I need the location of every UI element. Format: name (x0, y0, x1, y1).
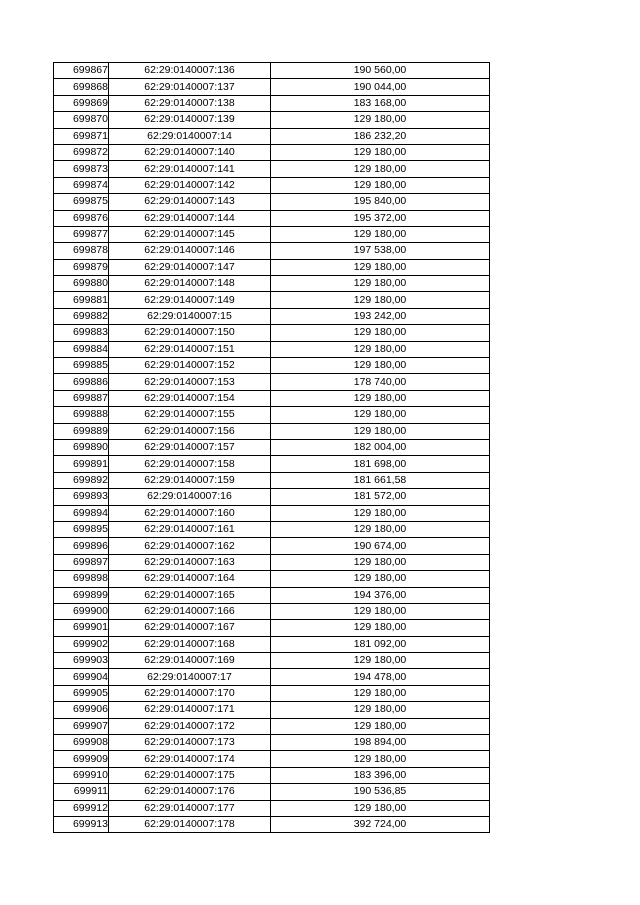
value-cell: 183 396,00 (271, 767, 490, 783)
table-row (54, 95, 490, 111)
table-row (54, 472, 490, 488)
cadastral-number-cell: 62:29:0140007:158 (109, 456, 271, 472)
value-cell: 392 724,00 (271, 816, 490, 832)
table-row (54, 489, 490, 505)
value-cell: 129 180,00 (271, 112, 490, 128)
cadastral-number-cell: 62:29:0140007:15 (109, 308, 271, 324)
table-row (54, 554, 490, 570)
row-id-cell: 699876 (54, 210, 109, 226)
table-row (54, 292, 490, 308)
value-cell: 129 180,00 (271, 505, 490, 521)
value-cell: 129 180,00 (271, 358, 490, 374)
table-row (54, 685, 490, 701)
value-cell: 129 180,00 (271, 653, 490, 669)
value-cell: 129 180,00 (271, 718, 490, 734)
cadastral-number-cell: 62:29:0140007:171 (109, 702, 271, 718)
table-body (54, 63, 490, 833)
row-id-cell: 699893 (54, 489, 109, 505)
table-row (54, 636, 490, 652)
value-cell: 197 538,00 (271, 243, 490, 259)
value-cell: 129 180,00 (271, 259, 490, 275)
cadastral-number-cell: 62:29:0140007:168 (109, 636, 271, 652)
table-row (54, 751, 490, 767)
row-id-cell: 699906 (54, 702, 109, 718)
cadastral-number-cell: 62:29:0140007:163 (109, 554, 271, 570)
row-id-cell: 699867 (54, 63, 109, 79)
row-id-cell: 699909 (54, 751, 109, 767)
value-cell: 195 372,00 (271, 210, 490, 226)
cadastral-number-cell: 62:29:0140007:140 (109, 144, 271, 160)
table-row (54, 177, 490, 193)
table-row (54, 603, 490, 619)
cadastral-number-cell: 62:29:0140007:161 (109, 521, 271, 537)
cadastral-number-cell: 62:29:0140007:139 (109, 112, 271, 128)
table-row (54, 243, 490, 259)
value-cell: 129 180,00 (271, 521, 490, 537)
cadastral-number-cell: 62:29:0140007:166 (109, 603, 271, 619)
cadastral-number-cell: 62:29:0140007:177 (109, 800, 271, 816)
table-row (54, 144, 490, 160)
table-row (54, 620, 490, 636)
value-cell: 190 044,00 (271, 79, 490, 95)
value-cell: 129 180,00 (271, 226, 490, 242)
table-row (54, 505, 490, 521)
cadastral-number-cell: 62:29:0140007:16 (109, 489, 271, 505)
value-cell: 129 180,00 (271, 276, 490, 292)
cadastral-number-cell: 62:29:0140007:142 (109, 177, 271, 193)
value-cell: 129 180,00 (271, 341, 490, 357)
cadastral-number-cell: 62:29:0140007:174 (109, 751, 271, 767)
table-row (54, 63, 490, 79)
row-id-cell: 699890 (54, 439, 109, 455)
value-cell: 190 536,85 (271, 784, 490, 800)
row-id-cell: 699908 (54, 735, 109, 751)
row-id-cell: 699869 (54, 95, 109, 111)
table-row (54, 79, 490, 95)
row-id-cell: 699870 (54, 112, 109, 128)
value-cell: 129 180,00 (271, 800, 490, 816)
cadastral-number-cell: 62:29:0140007:145 (109, 226, 271, 242)
row-id-cell: 699898 (54, 571, 109, 587)
row-id-cell: 699878 (54, 243, 109, 259)
table-row (54, 653, 490, 669)
cadastral-number-cell: 62:29:0140007:17 (109, 669, 271, 685)
cadastral-number-cell: 62:29:0140007:172 (109, 718, 271, 734)
value-cell: 129 180,00 (271, 702, 490, 718)
table-row (54, 587, 490, 603)
cadastral-number-cell: 62:29:0140007:144 (109, 210, 271, 226)
value-cell: 195 840,00 (271, 194, 490, 210)
row-id-cell: 699894 (54, 505, 109, 521)
cadastral-number-cell: 62:29:0140007:152 (109, 358, 271, 374)
table-row (54, 784, 490, 800)
row-id-cell: 699889 (54, 423, 109, 439)
row-id-cell: 699907 (54, 718, 109, 734)
cadastral-number-cell: 62:29:0140007:157 (109, 439, 271, 455)
row-id-cell: 699874 (54, 177, 109, 193)
value-cell: 129 180,00 (271, 620, 490, 636)
value-cell: 129 180,00 (271, 685, 490, 701)
table-row (54, 374, 490, 390)
row-id-cell: 699868 (54, 79, 109, 95)
value-cell: 181 698,00 (271, 456, 490, 472)
cadastral-number-cell: 62:29:0140007:155 (109, 407, 271, 423)
row-id-cell: 699888 (54, 407, 109, 423)
cadastral-number-cell: 62:29:0140007:169 (109, 653, 271, 669)
value-cell: 129 180,00 (271, 407, 490, 423)
value-cell: 129 180,00 (271, 603, 490, 619)
value-cell: 198 894,00 (271, 735, 490, 751)
row-id-cell: 699905 (54, 685, 109, 701)
row-id-cell: 699887 (54, 390, 109, 406)
cadastral-number-cell: 62:29:0140007:148 (109, 276, 271, 292)
row-id-cell: 699891 (54, 456, 109, 472)
table-row (54, 521, 490, 537)
table-row (54, 112, 490, 128)
value-cell: 129 180,00 (271, 751, 490, 767)
cadastral-number-cell: 62:29:0140007:178 (109, 816, 271, 832)
row-id-cell: 699903 (54, 653, 109, 669)
table-row (54, 669, 490, 685)
cadastral-number-cell: 62:29:0140007:14 (109, 128, 271, 144)
table-row (54, 439, 490, 455)
table-row (54, 194, 490, 210)
row-id-cell: 699871 (54, 128, 109, 144)
cadastral-number-cell: 62:29:0140007:170 (109, 685, 271, 701)
cadastral-number-cell: 62:29:0140007:137 (109, 79, 271, 95)
row-id-cell: 699875 (54, 194, 109, 210)
data-table (53, 62, 490, 833)
row-id-cell: 699886 (54, 374, 109, 390)
row-id-cell: 699879 (54, 259, 109, 275)
row-id-cell: 699872 (54, 144, 109, 160)
value-cell: 129 180,00 (271, 325, 490, 341)
table-row (54, 128, 490, 144)
value-cell: 129 180,00 (271, 554, 490, 570)
row-id-cell: 699913 (54, 816, 109, 832)
row-id-cell: 699910 (54, 767, 109, 783)
value-cell: 190 560,00 (271, 63, 490, 79)
cadastral-number-cell: 62:29:0140007:149 (109, 292, 271, 308)
value-cell: 181 572,00 (271, 489, 490, 505)
value-cell: 193 242,00 (271, 308, 490, 324)
row-id-cell: 699897 (54, 554, 109, 570)
value-cell: 129 180,00 (271, 571, 490, 587)
row-id-cell: 699883 (54, 325, 109, 341)
cadastral-number-cell: 62:29:0140007:138 (109, 95, 271, 111)
cadastral-number-cell: 62:29:0140007:165 (109, 587, 271, 603)
value-cell: 129 180,00 (271, 144, 490, 160)
row-id-cell: 699885 (54, 358, 109, 374)
table-row (54, 259, 490, 275)
row-id-cell: 699884 (54, 341, 109, 357)
row-id-cell: 699899 (54, 587, 109, 603)
table-row (54, 308, 490, 324)
table-row (54, 276, 490, 292)
cadastral-number-cell: 62:29:0140007:146 (109, 243, 271, 259)
value-cell: 186 232,20 (271, 128, 490, 144)
cadastral-number-cell: 62:29:0140007:164 (109, 571, 271, 587)
value-cell: 183 168,00 (271, 95, 490, 111)
table-row (54, 407, 490, 423)
row-id-cell: 699902 (54, 636, 109, 652)
value-cell: 182 004,00 (271, 439, 490, 455)
table-row (54, 800, 490, 816)
value-cell: 181 092,00 (271, 636, 490, 652)
table-row (54, 816, 490, 832)
cadastral-number-cell: 62:29:0140007:167 (109, 620, 271, 636)
cadastral-number-cell: 62:29:0140007:141 (109, 161, 271, 177)
cadastral-number-cell: 62:29:0140007:143 (109, 194, 271, 210)
value-cell: 194 376,00 (271, 587, 490, 603)
cadastral-number-cell: 62:29:0140007:147 (109, 259, 271, 275)
row-id-cell: 699895 (54, 521, 109, 537)
table-row (54, 735, 490, 751)
value-cell: 190 674,00 (271, 538, 490, 554)
row-id-cell: 699901 (54, 620, 109, 636)
table-row (54, 210, 490, 226)
table-row (54, 538, 490, 554)
cadastral-number-cell: 62:29:0140007:173 (109, 735, 271, 751)
cadastral-number-cell: 62:29:0140007:162 (109, 538, 271, 554)
cadastral-number-cell: 62:29:0140007:153 (109, 374, 271, 390)
value-cell: 178 740,00 (271, 374, 490, 390)
row-id-cell: 699911 (54, 784, 109, 800)
cadastral-number-cell: 62:29:0140007:151 (109, 341, 271, 357)
row-id-cell: 699877 (54, 226, 109, 242)
cadastral-number-cell: 62:29:0140007:156 (109, 423, 271, 439)
table-row (54, 571, 490, 587)
row-id-cell: 699900 (54, 603, 109, 619)
cadastral-number-cell: 62:29:0140007:175 (109, 767, 271, 783)
row-id-cell: 699873 (54, 161, 109, 177)
value-cell: 129 180,00 (271, 177, 490, 193)
value-cell: 181 661,58 (271, 472, 490, 488)
value-cell: 194 478,00 (271, 669, 490, 685)
table-row (54, 456, 490, 472)
table-row (54, 423, 490, 439)
table-row (54, 341, 490, 357)
cadastral-number-cell: 62:29:0140007:150 (109, 325, 271, 341)
table-row (54, 718, 490, 734)
cadastral-number-cell: 62:29:0140007:136 (109, 63, 271, 79)
table-row (54, 390, 490, 406)
table-row (54, 767, 490, 783)
table-row (54, 325, 490, 341)
row-id-cell: 699892 (54, 472, 109, 488)
row-id-cell: 699912 (54, 800, 109, 816)
row-id-cell: 699882 (54, 308, 109, 324)
cadastral-number-cell: 62:29:0140007:160 (109, 505, 271, 521)
row-id-cell: 699881 (54, 292, 109, 308)
row-id-cell: 699896 (54, 538, 109, 554)
value-cell: 129 180,00 (271, 161, 490, 177)
cadastral-number-cell: 62:29:0140007:154 (109, 390, 271, 406)
table-row (54, 226, 490, 242)
cadastral-number-cell: 62:29:0140007:176 (109, 784, 271, 800)
value-cell: 129 180,00 (271, 390, 490, 406)
value-cell: 129 180,00 (271, 292, 490, 308)
row-id-cell: 699904 (54, 669, 109, 685)
table-row (54, 161, 490, 177)
table-row (54, 702, 490, 718)
value-cell: 129 180,00 (271, 423, 490, 439)
cadastral-number-cell: 62:29:0140007:159 (109, 472, 271, 488)
row-id-cell: 699880 (54, 276, 109, 292)
table-row (54, 358, 490, 374)
